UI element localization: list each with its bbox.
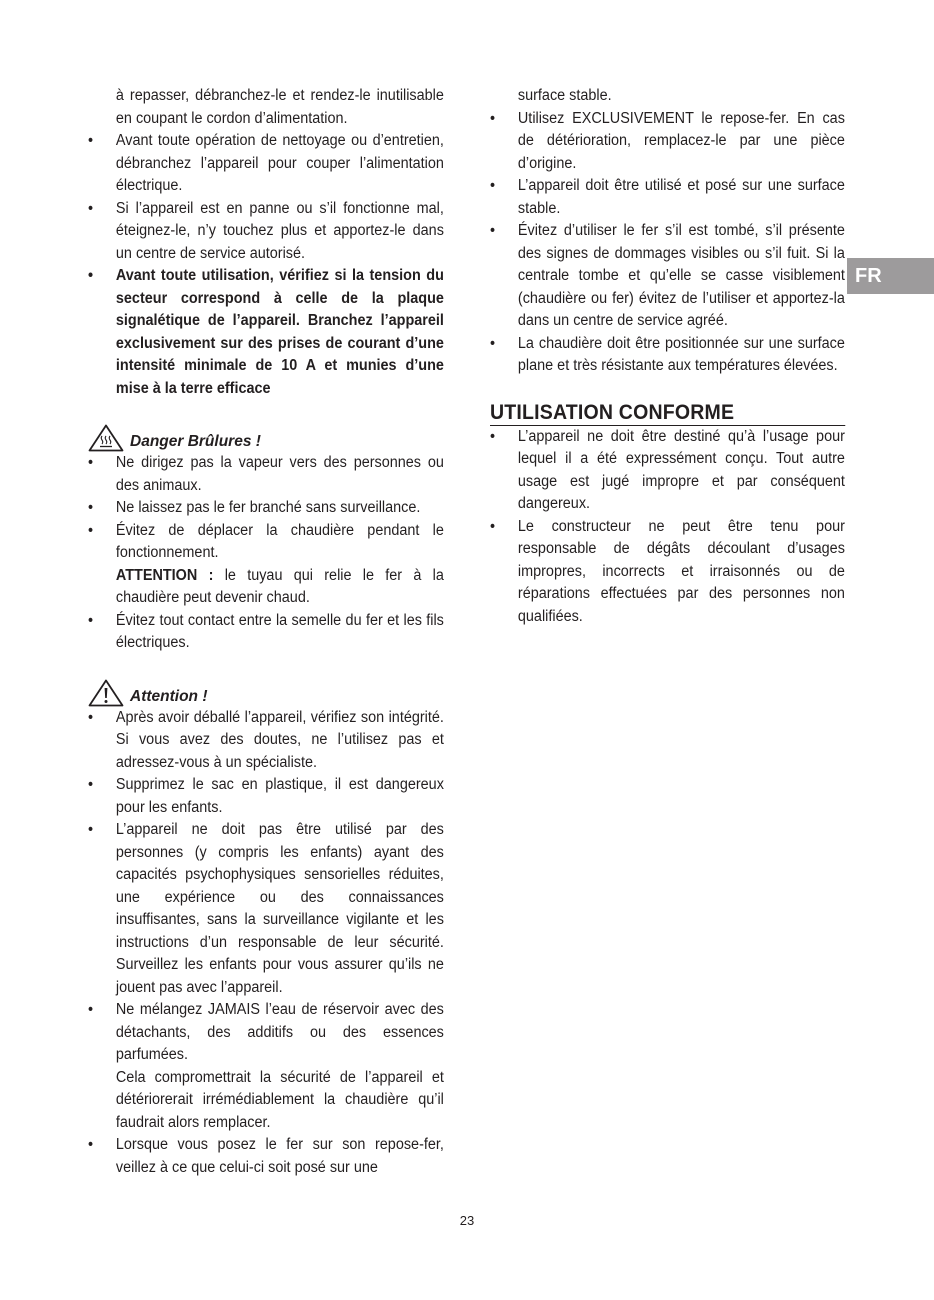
danger-heading (88, 424, 444, 452)
language-tab: FR (847, 258, 934, 294)
list-item: • La chaudière doit être positionnée sur une surface plane et très résistante aux températures élevées. (490, 334, 845, 374)
safety-list-continued (490, 108, 845, 378)
attention-title: Attention ! (130, 687, 208, 705)
list-item: • L’appareil ne doit être destiné qu’à l’usage pour lequel il a été expressément conçu. Tout autre usage est jugé impropre et par conséquent dangereux. (490, 427, 845, 512)
list-item: • Ne dirigez pas la vapeur vers des personnes ou des animaux. (88, 454, 444, 494)
attention-heading (88, 679, 444, 707)
list-item: • Évitez d’utiliser le fer s’il est tombé, s’il présente des signes de dommages visibles ou s’il fuit. Si la centrale tombe et qu’elle se casse visiblement (chaudière ou fer) évitez de l’utiliser et apportez-la dans un centre de service agréé. (490, 222, 845, 329)
right-column (490, 85, 845, 628)
list-item: • Lorsque vous posez le fer sur son repose-fer, veillez à ce que celui-ci soit posé sur une (88, 1136, 444, 1176)
usage-list (490, 426, 845, 629)
danger-title: Danger Brûlures ! (130, 433, 261, 450)
list-item: • Avant toute opération de nettoyage ou d’entretien, débranchez l’appareil pour couper l’alimentation électrique. (88, 132, 444, 194)
attention-list (88, 707, 444, 1180)
list-item: • Si l’appareil est en panne ou s’il fonctionne mal, éteignez-le, n’y touchez plus et apportez-le dans un centre de service autorisé. (88, 199, 444, 262)
list-item-bold: • Avant toute utilisation, vérifiez si la tension du secteur correspond à celle de la plaque signalétique de l’appareil. Branchez l’appareil exclusivement sur des prises de courant d’une intensité minimale de 10 A et munies d’une mise à la terre efficace (88, 267, 444, 397)
list-item: • L’appareil doit être utilisé et posé sur une surface stable. (490, 177, 845, 217)
warning-icon (88, 679, 124, 707)
section-title: UTILISATION CONFORME (490, 401, 845, 426)
attention-note: ATTENTION : le tuyau qui relie le fer à la chaudière peut devenir chaud. (115, 566, 444, 606)
continued-text: à repasser, débranchez-le et rendez-le inutilisable en coupant le cordon d’alimentation. (115, 87, 444, 127)
list-item: • L’appareil ne doit pas être utilisé par des personnes (y compris les enfants) ayant des capacités psychophysiques sensorielles réduites, une expérience ou des connaissances insuffisantes, sans la surveillance vigilante et les instructions d’un responsable de leur sécurité. Surveillez les enfants pour vous assurer qu’ils ne jouent pas avec l’appareil. (88, 821, 444, 996)
list-item-note: Cela compromettrait la sécurité de l’appareil et détériorerait irrémédiablement la chaudière qu’il faudrait alors remplacer. (115, 1068, 444, 1131)
danger-list (88, 452, 444, 655)
list-item: • Le constructeur ne peut être tenu pour responsable de dégâts découlant d’usages impropres, incorrects et irraisonnés ou de réparations effectuées par des personnes non qualifiées. (490, 517, 845, 625)
list-item: • Après avoir déballé l’appareil, vérifiez son intégrité. Si vous avez des doutes, ne l’utilisez pas et adressez-vous à un spécialiste. (88, 708, 444, 771)
hot-surface-warning-icon (88, 424, 124, 452)
safety-list (88, 130, 444, 400)
list-item: • Utilisez EXCLUSIVEMENT le repose-fer. En cas de détérioration, remplacez-le par une pièce d’origine. (490, 109, 845, 172)
list-item: • Supprimez le sac en plastique, il est dangereux pour les enfants. (88, 776, 444, 816)
list-item: • Évitez tout contact entre la semelle du fer et les fils électriques. (88, 611, 444, 651)
list-item: • Ne laissez pas le fer branché sans surveillance. (88, 499, 421, 516)
left-column (88, 85, 444, 1179)
list-item: • Ne mélangez JAMAIS l’eau de réservoir avec des détachants, des additifs ou des essences parfumées. Cela compromettrait la sécurité de l’appareil et détériorerait irrémédiablement la chaudière qu’il faudrait alors remplacer. (88, 999, 444, 1134)
continued-text: surface stable. (517, 87, 612, 104)
list-item: • Évitez de déplacer la chaudière pendant le fonctionnement. ATTENTION : le tuyau qui relie le fer à la chaudière peut devenir chaud. (88, 520, 444, 610)
page-number: 23 (459, 1213, 475, 1228)
